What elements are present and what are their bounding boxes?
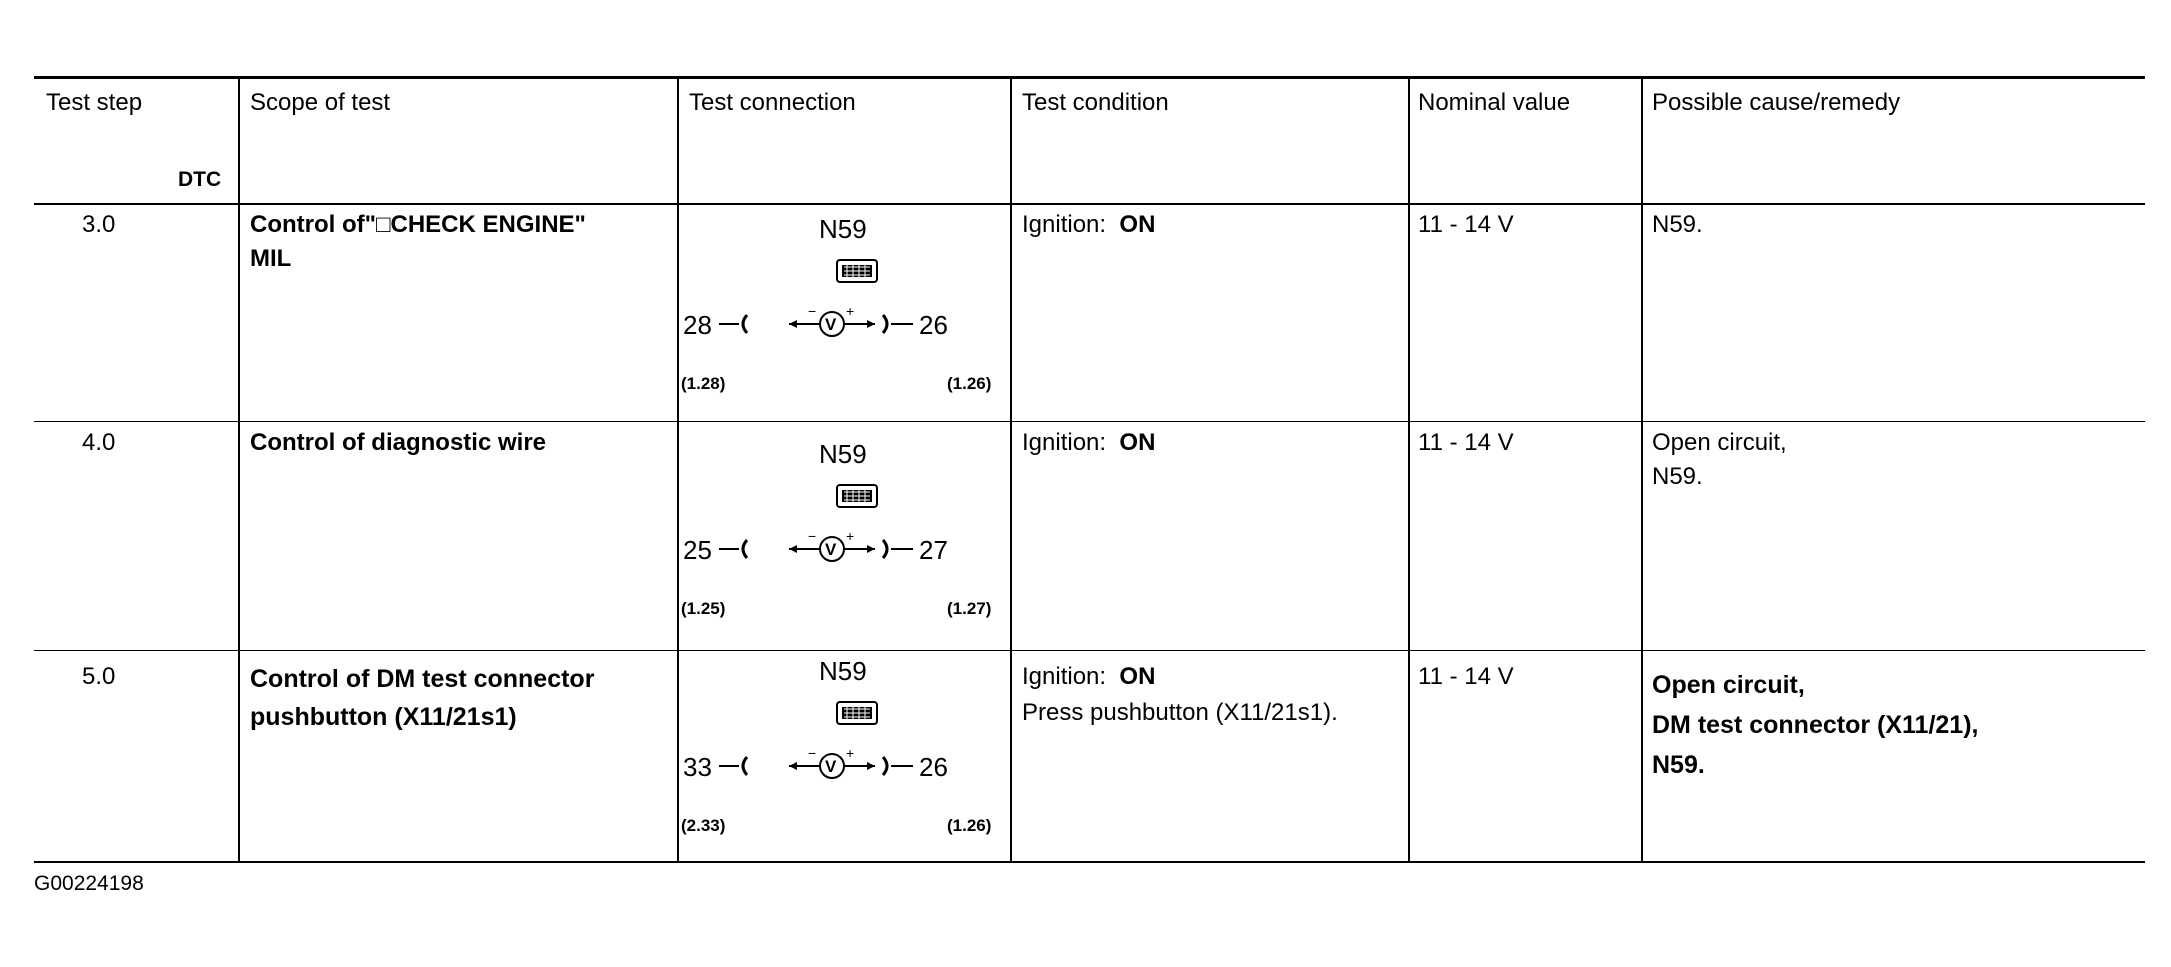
svg-text:V: V bbox=[825, 757, 837, 776]
header-connection: Test connection bbox=[689, 89, 856, 116]
header-nominal: Nominal value bbox=[1418, 89, 1571, 116]
remedy-text: N59. bbox=[1652, 463, 1703, 490]
svg-text:−: − bbox=[808, 529, 817, 544]
svg-text:V: V bbox=[825, 315, 837, 334]
left-pin-ref: (2.33) bbox=[681, 816, 726, 835]
right-pin: 26 bbox=[919, 752, 948, 782]
condition-text bbox=[1022, 426, 1155, 460]
header-scope: Scope of test bbox=[250, 89, 391, 116]
column-divider bbox=[1641, 76, 1643, 863]
remedy-text: N59. bbox=[1652, 211, 1703, 238]
scope-text: Control of DM test connector bbox=[250, 665, 595, 693]
condition-value: ON bbox=[1119, 429, 1156, 456]
table-top-rule bbox=[34, 76, 2145, 79]
remedy-text: Open circuit, bbox=[1652, 671, 1805, 699]
left-pin: 25 bbox=[683, 535, 712, 565]
table-bottom-rule bbox=[34, 861, 2145, 863]
svg-text:−: − bbox=[808, 746, 817, 761]
header-condition: Test condition bbox=[1022, 89, 1169, 116]
control-unit-icon bbox=[835, 256, 881, 286]
right-pin-ref: (1.26) bbox=[947, 816, 992, 835]
right-pin-ref: (1.26) bbox=[947, 374, 992, 393]
header-dtc: DTC bbox=[178, 168, 222, 191]
condition-extra: Press pushbutton (X11/21s1). bbox=[1022, 699, 1338, 726]
left-pin: 33 bbox=[683, 752, 712, 782]
step-number: 3.0 bbox=[82, 211, 116, 238]
test-connection-diagram bbox=[679, 206, 1009, 416]
control-unit-icon bbox=[835, 481, 881, 511]
svg-text:+: + bbox=[846, 304, 855, 319]
right-pin: 26 bbox=[919, 310, 948, 340]
svg-text:+: + bbox=[846, 529, 855, 544]
column-divider bbox=[1010, 76, 1012, 863]
svg-text:−: − bbox=[808, 304, 817, 319]
condition-label: Ignition: bbox=[1022, 429, 1107, 456]
left-pin-ref: (1.28) bbox=[681, 374, 726, 393]
row-divider bbox=[34, 421, 2145, 422]
left-pin-ref: (1.25) bbox=[681, 599, 726, 618]
test-connection-diagram bbox=[679, 648, 1009, 858]
condition-label: Ignition: bbox=[1022, 663, 1107, 690]
nominal-value: 11 - 14 V bbox=[1418, 429, 1514, 456]
header-test-step: Test step bbox=[46, 89, 143, 116]
column-divider bbox=[1408, 76, 1410, 863]
component-label: N59 bbox=[819, 214, 867, 244]
scope-text: Control of"□CHECK ENGINE" bbox=[250, 211, 586, 238]
nominal-value: 11 - 14 V bbox=[1418, 663, 1514, 690]
remedy-text: DM test connector (X11/21), bbox=[1652, 711, 1979, 739]
row-divider bbox=[34, 650, 2145, 651]
condition-text bbox=[1022, 660, 1155, 694]
scope-text: pushbutton (X11/21s1) bbox=[250, 703, 517, 731]
left-pin: 28 bbox=[683, 310, 712, 340]
control-unit-icon bbox=[835, 698, 881, 728]
svg-text:V: V bbox=[825, 540, 837, 559]
right-pin: 27 bbox=[919, 535, 948, 565]
remedy-text: Open circuit, bbox=[1652, 429, 1787, 456]
component-label: N59 bbox=[819, 656, 867, 686]
scope-text: Control of diagnostic wire bbox=[250, 429, 547, 456]
component-label: N59 bbox=[819, 439, 867, 469]
right-pin-ref: (1.27) bbox=[947, 599, 992, 618]
step-number: 5.0 bbox=[82, 663, 116, 690]
header-remedy: Possible cause/remedy bbox=[1652, 89, 1901, 116]
condition-value: ON bbox=[1119, 663, 1156, 690]
scope-text: MIL bbox=[250, 245, 292, 272]
condition-value: ON bbox=[1119, 211, 1156, 238]
column-divider bbox=[238, 76, 240, 863]
step-number: 4.0 bbox=[82, 429, 116, 456]
svg-text:+: + bbox=[846, 746, 855, 761]
figure-code: G00224198 bbox=[34, 872, 144, 895]
nominal-value: 11 - 14 V bbox=[1418, 211, 1514, 238]
remedy-text: N59. bbox=[1652, 751, 1705, 779]
header-bottom-rule bbox=[34, 203, 2145, 205]
test-connection-diagram bbox=[679, 431, 1009, 641]
condition-text bbox=[1022, 208, 1155, 242]
condition-label: Ignition: bbox=[1022, 211, 1107, 238]
